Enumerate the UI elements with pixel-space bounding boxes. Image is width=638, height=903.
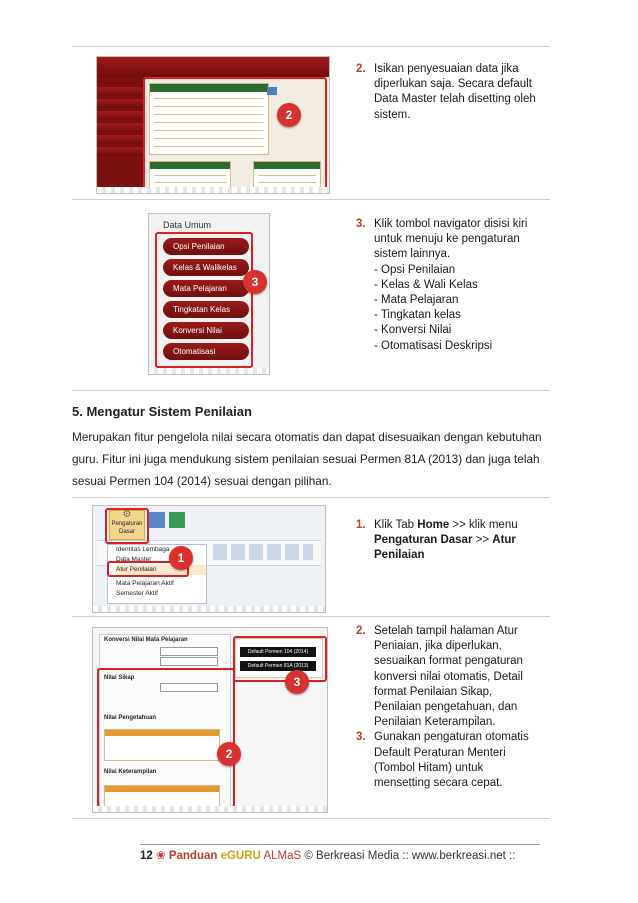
menu-item-semester[interactable]: Semester Aktif [116,590,158,597]
form-screenshot [92,627,328,813]
step-b2-description: 2. Setelah tampil halaman Atur Peniaian, jika diperlukan, sesuaikan format pengaturan konversi nilai otomatis, Detail format Penilaian Sikap, Penilaian pengetahuan, dan Penilaian Keterampilan. 3. Gunakan pengaturan otomatis Default Peraturan Menteri (Tombol Hitam) untuk mensetting secara cepat. [356,625,529,790]
step-badge: 2 [217,742,241,766]
list-item: - Otomatisasi Deskripsi [374,339,493,352]
list-item: - Konversi Nilai [374,324,452,337]
nav-opsi-penilaian-button[interactable]: Opsi Penilaian [163,238,249,255]
select-field[interactable] [160,647,218,656]
list-item: - Kelas & Wali Kelas [374,278,478,291]
menu-item-atur-penilaian[interactable]: Atur Penilaian [116,565,206,575]
app-header-bar [97,57,329,77]
ribbon-tools [213,544,313,560]
idk-icon[interactable] [149,512,165,528]
navigator-screenshot [148,213,270,375]
step-top-2-description: 2. Isikan penyesuaian data jika diperlukan saja. Secara default Data Master telah disetting oleh sistem. [356,63,536,121]
pengaturan-dasar-button[interactable]: ⚙ Pengaturan Dasar [109,510,145,540]
list-item: - Mata Pelajaran [374,294,459,307]
page-footer: 12 ❀ Panduan eGURU ALMaS © Berkreasi Media :: www.berkreasi.net :: [140,850,516,862]
nav-kelas-button[interactable]: Kelas & Walikelas [163,259,249,276]
section-paragraph: Merupakan fitur pengelola nilai secara otomatis dan dapat disesuaikan dengan kebutuhan guru. Fitur ini juga mendukung sistem penilaian sesuai Permen 81A (2013) dan juga telah sesuai Permen 104 (2014) sesuai dengan pilihan. [72,430,542,488]
sidebar [97,77,145,193]
default-permen-104-button[interactable]: Default Permen 104 (2014) [240,647,316,657]
flower-icon: ❀ [156,850,166,862]
separator [72,818,550,819]
select-field[interactable] [160,657,218,666]
photo-icon[interactable] [169,512,185,528]
nav-konversi-button[interactable]: Konversi Nilai [163,322,249,339]
separator [72,46,550,47]
step-badge: 2 [277,103,301,127]
separator [72,497,550,498]
torn-edge [97,187,329,193]
default-permen-81a-button[interactable]: Default Permen 81A (2013) [240,661,316,671]
nav-otomatisasi-button[interactable]: Otomatisasi [163,343,249,360]
page-number: 12 [140,850,153,862]
torn-edge [93,606,325,612]
list-item: - Opsi Penilaian [374,263,456,276]
menu-item-mapel-aktif[interactable]: Mata Pelajaran Aktif [116,580,174,587]
separator [72,199,550,200]
step-b1-description: 1. Klik Tab Home >> klik menu Pengaturan Dasar >> Atur Penilaian [356,519,518,562]
highlight-box [97,668,235,808]
nav-tingkatan-button[interactable]: Tingkatan Kelas [163,301,249,318]
menu-item-data-master[interactable]: Data Master [116,556,152,563]
step-badge: 3 [243,270,267,294]
separator [72,616,550,617]
step-badge: 3 [285,670,309,694]
highlight-box [105,508,149,544]
footer-rule [140,844,540,845]
list-item: - Tingkatan kelas [374,309,461,322]
highlight-box [155,232,253,368]
data-master-screenshot [96,56,330,194]
separator [72,390,550,391]
menu-item-identitas[interactable]: Identitas Lembaga [116,546,170,553]
step-top-3-description: 3. Klik tombol navigator disisi kiri untuk menuju ke pengaturan sistem lainnya. - Opsi Penilaian - Kelas & Wali Kelas - Mata Pelajaran - Tingkatan kelas - Konversi Nilai - Otomatisasi Deskripsi [356,217,541,354]
torn-edge [93,806,327,812]
step-badge: 1 [169,546,193,570]
torn-edge [149,368,269,374]
highlight-box [233,636,327,682]
highlight-box [143,77,327,193]
nav-mapel-button[interactable]: Mata Pelajaran [163,280,249,297]
ribbon-screenshot [92,505,326,613]
gear-icon: ⚙ [122,509,132,520]
nav-title: Data Umum [163,220,212,230]
section-heading: 5. Mengatur Sistem Penilaian [72,404,252,419]
form-panel: Konversi Nilai Mata Pelajaran Nilai Sikap Nilai Pengetahuan Nilai Keterampilan [99,634,231,808]
